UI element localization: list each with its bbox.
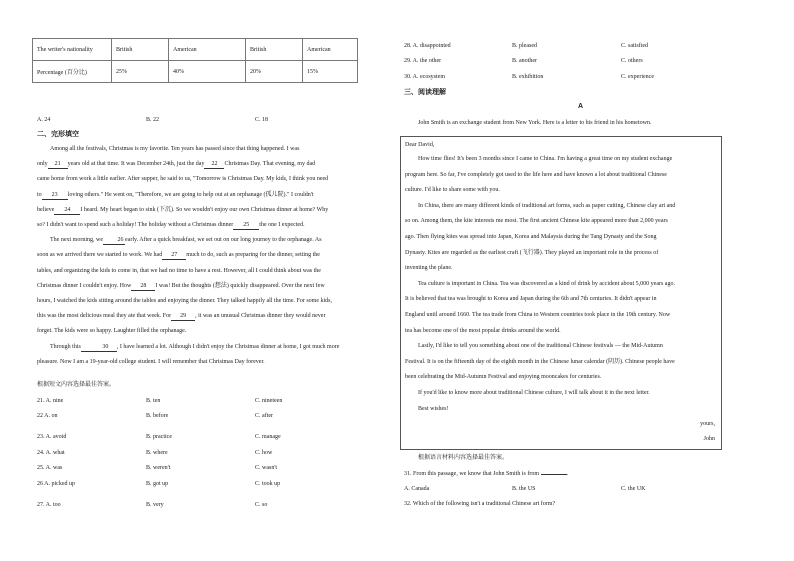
option-c: C. so (255, 502, 268, 508)
option-b: B. got up (146, 481, 169, 487)
letter-line: England until around 1660. The tea trade from China to Western countries took place in the 19th century. Now (405, 311, 671, 318)
passage-line: hours, I watched the kids sitting around the tables and enjoying the dinner. They talked happily all the time. For some kids, (37, 298, 332, 305)
letter-line: so on. Among them, the kite interests me most. The first ancient Chinese kite appeared more than 2,000 years (405, 218, 668, 225)
table-cell: British (112, 39, 169, 61)
passage-text: believe (37, 206, 55, 213)
option-c: C. took up (255, 481, 281, 487)
passage-line: Among all the festivals, Christmas is my favorite. Ten years has passed since that thing happened. I was (50, 146, 300, 152)
passage-line: forget. The kids were so happy. Laughter filled the orphanage. (37, 328, 187, 335)
option-a: 26 A. picked up (37, 481, 75, 487)
instruction-left: 根据短文内容选择最佳答案。 (37, 382, 116, 388)
option-c: C. the UK (621, 486, 646, 492)
blank-26[interactable]: 26 (103, 237, 125, 245)
option-b: B. pleased (512, 43, 537, 49)
letter-line: Festival. It is on the fifteenth day of the eighth month in the Chinese lunar calendar (阴历). Chinese people have (405, 358, 675, 365)
passage-text: the one I expected. (259, 222, 305, 229)
passage-text: so? I didn't want to spend such a holiday! The holiday without a Christmas dinner (37, 222, 234, 229)
table-cell: 25% (112, 61, 169, 83)
option-b: B. another (512, 58, 537, 64)
table-cell: American (303, 39, 358, 61)
table-cell: 40% (169, 61, 246, 83)
blank-23[interactable]: 23 (42, 192, 68, 200)
option-b: B. where (146, 450, 168, 456)
table-cell: 15% (303, 61, 358, 83)
letter-line: In China, there are many different kinds of traditional art forms, such as paper cutting, Chinese clay art and (418, 202, 676, 209)
letter-line: Dynasty. Kites are regarded as the earliest craft (飞行器). They played an important role in the process of (405, 249, 659, 256)
table-row (33, 61, 358, 83)
letter-closing: yours, (700, 421, 715, 427)
letter-signature: John (703, 436, 715, 442)
passage-text: Through this (50, 343, 81, 350)
passage-line (37, 233, 389, 248)
letter-line: Lastly, I'd like to tell you something about one of the traditional Chinese festivals — the Mid-Autumn (418, 343, 663, 350)
passage-text: loving others." He went on, "Therefore, we are going to help out at an orphanage (孤儿院)." I couldn't (67, 191, 314, 198)
passage-text: this was the most delicious meal they ate that week. For (37, 313, 172, 320)
blank-31[interactable] (541, 474, 567, 475)
passage-line (37, 309, 389, 324)
passage-text: much to do, such as preparing for the dinner, setting the (186, 252, 320, 259)
passage-line: came home from work a little earlier. After supper, he said to us, "Tomorrow is Christmas Day. My kids, I think you need (37, 176, 329, 183)
option-b: B. before (146, 413, 169, 419)
passage-text: early. After a quick breakfast, we set out on our long journey to the orphanage. As (125, 237, 322, 244)
option-c: C. others (621, 58, 643, 64)
option-a: 24. A. what (37, 450, 65, 456)
blank-22[interactable]: 22 (204, 161, 224, 169)
table-row (33, 39, 358, 61)
option-c: C. satisfied (621, 43, 648, 49)
passage-text: , it was an unusual Christmas dinner they would never (195, 313, 326, 320)
table-cell: American (169, 39, 246, 61)
option-c: C. how (255, 450, 273, 456)
passage-line (37, 218, 389, 233)
option-b: B. ten (146, 398, 161, 404)
blank-29[interactable]: 29 (171, 313, 195, 321)
option-a: 23. A. avoid (37, 434, 67, 440)
option-a: A. Canada (404, 486, 430, 492)
option-b: B. the US (512, 486, 536, 492)
passage-line (37, 340, 389, 355)
passage-line: tables, and organizing the kids to come in, that we had no time to have a rest. However, all I could think about was the (37, 267, 321, 274)
blank-27[interactable]: 27 (162, 252, 186, 260)
letter-line: How time flies! It's been 3 months since I came to China. I'm having a great time on my student exchange (418, 156, 673, 162)
table-cell: British (246, 39, 303, 61)
table-cell: The writer's nationality (33, 39, 112, 61)
letter-line: culture. I'd like to share some with you. (405, 187, 500, 194)
passage-line (37, 248, 389, 263)
blank-24[interactable]: 24 (54, 207, 80, 215)
option-c: C. experience (621, 74, 654, 80)
letter-line: been celebrating the Mid-Autumn Festival and enjoying mooncakes for centuries. (405, 374, 602, 381)
letter-body (405, 152, 717, 417)
option-a: 25. A. was (37, 465, 63, 471)
option-c: C. manage (255, 434, 281, 440)
cloze-passage (37, 142, 389, 370)
letter-line: It is believed that tea was brought to Korea and Japan during the 6th and 7th centuries. It didn't appear in (405, 296, 657, 303)
nationality-table (32, 38, 358, 83)
passage-line (37, 279, 389, 294)
letter-greeting: Dear David, (405, 142, 435, 148)
part-label: A (578, 103, 584, 110)
passage-text: I heard. My heart began to sink (下沉). So we wouldn't enjoy our own Christmas dinner at home? Why (80, 206, 329, 213)
passage-text: , I have learned a lot. Although I didn't enjoy the Christmas dinner at home, I got much more (116, 343, 340, 350)
passage-text: to (37, 191, 42, 198)
option-c: C. after (255, 413, 273, 419)
letter-line: inventing the plane. (405, 265, 453, 272)
option-c: C. nineteen (255, 398, 283, 404)
blank-30[interactable]: 30 (81, 344, 117, 352)
passage-text: Christmas dinner I couldn't enjoy. How (37, 282, 132, 289)
blank-25[interactable]: 25 (233, 222, 259, 230)
option-a: 22 A. on (37, 413, 58, 419)
passage-line (37, 203, 389, 218)
section-title-reading: 三、阅读理解 (404, 89, 446, 96)
option-b: B. 22 (146, 117, 160, 123)
table-cell: Percentage (百分比) (33, 61, 112, 83)
option-b: B. practice (146, 434, 172, 440)
table-cell: 20% (246, 61, 303, 83)
passage-line: pleasure. Now I am a 19-year-old college student. I will remember that Christmas Day forever. (37, 358, 265, 365)
blank-28[interactable]: 28 (131, 283, 155, 291)
letter-line: ago. Then flying kites was spread into Japan, Korea and Malaysia during the Tang Dynasty and the Song (405, 233, 657, 240)
option-a: A. 24 (37, 117, 51, 123)
question-31: 31. From this passage, we know that John Smith is from . (404, 471, 568, 477)
letter-line: tea has become one of the most popular drinks around the world. (405, 327, 561, 334)
passage-line (37, 188, 389, 203)
option-a: 29. A. the other (404, 58, 442, 64)
passage-text: only (37, 161, 48, 168)
option-c: C. wasn't (255, 465, 278, 471)
passage-text: years old at that time. It was December 24th, just the day (67, 161, 205, 168)
option-b: B. exhibition (512, 74, 544, 80)
letter-box (400, 136, 722, 450)
letter-line: Tea culture is important in China. Tea was discovered as a kind of drink by accident about 5,000 years ago. (418, 280, 675, 287)
option-a: 27. A. too (37, 502, 61, 508)
passage-text: soon as we arrived there we started to work. We had (37, 252, 163, 259)
section-title-cloze: 二、完形填空 (37, 131, 79, 138)
question-text: 31. From this passage, we know that John Smith is from (404, 471, 539, 477)
reading-intro: John Smith is an exchange student from New York. Here is a letter to his friend in his hometown. (418, 120, 652, 126)
option-a: 30. A. ecosystem (404, 74, 445, 80)
question-32: 32. Which of the following isn't a traditional Chinese art form? (404, 501, 556, 507)
letter-line: If you'd like to know more about traditional Chinese culture, I will talk about it in the next letter. (418, 389, 650, 396)
option-c: C. 18 (255, 117, 269, 123)
passage-text: I was! But the thoughts (想法) quickly disappeared. Over the next few (155, 282, 325, 289)
option-b: B. weren't (146, 465, 171, 471)
option-b: B. very (146, 502, 164, 508)
passage-text: Christmas Day. That evening, my dad (224, 161, 316, 168)
instruction-right: 根据语言材料内容选择最佳答案。 (418, 455, 509, 461)
letter-line: program here. So far, I've completely got used to the life here and have known a lot about traditional Chinese (405, 171, 667, 178)
passage-text: The next morning, we (50, 237, 103, 244)
blank-21[interactable]: 21 (48, 161, 68, 169)
passage-line (37, 157, 389, 172)
option-a: 21. A. nine (37, 398, 64, 404)
letter-wishes: Best wishes! (418, 405, 449, 412)
option-a: 28. A. disappointed (404, 43, 451, 49)
